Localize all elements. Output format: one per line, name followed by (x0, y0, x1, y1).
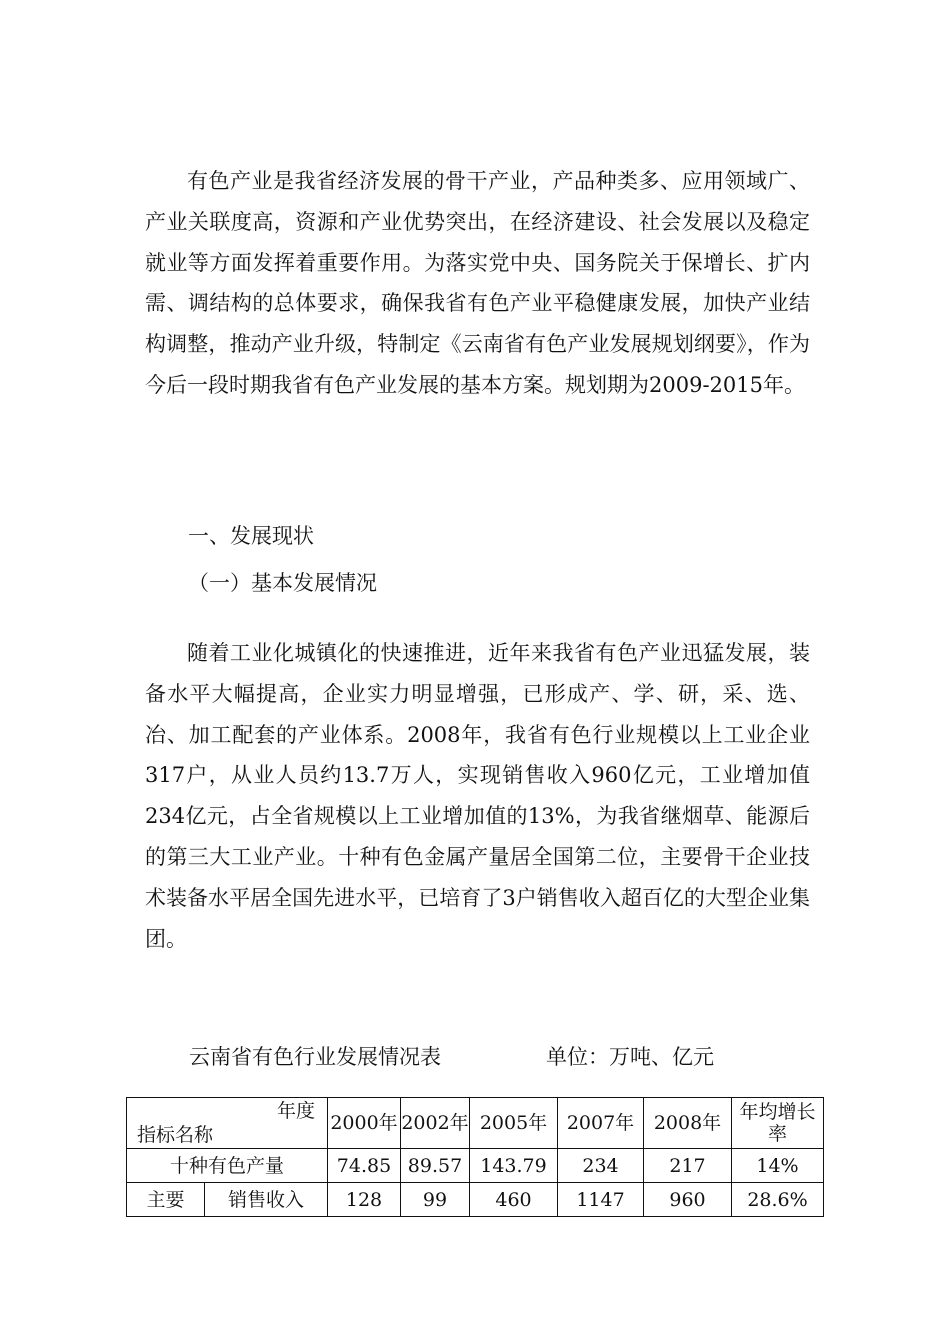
table-cell: 1147 (558, 1183, 644, 1217)
table-cell: 99 (401, 1183, 470, 1217)
table-row (127, 1149, 824, 1183)
row-label: 十种有色产量 (127, 1149, 328, 1183)
table-cell: 234 (558, 1149, 644, 1183)
corner-indicator-label: 指标名称 (137, 1124, 214, 1146)
table-cell: 960 (644, 1183, 732, 1217)
table-cell: 28.6% (732, 1183, 824, 1217)
intro-paragraph: 有色产业是我省经济发展的骨干产业，产品种类多、应用领域广、产业关联度高，资源和产业优势突出，在经济建设、社会发展以及稳定就业等方面发挥着重要作用。为落实党中央、国务院关于保增长、扩内需、调结构的总体要求，确保我省有色产业平稳健康发展，加快产业结构调整，推动产业升级，特制定《云南省有色产业发展规划纲要》，作为今后一段时期我省有色产业发展的基本方案。规划期为2009-2015年。 (145, 169, 810, 397)
table-caption: 云南省有色行业发展情况表 (189, 1045, 441, 1069)
table-cell: 217 (644, 1149, 732, 1183)
table-header-row (127, 1098, 824, 1149)
section-heading: 一、发展现状 (188, 524, 314, 548)
industry-stats-table (126, 1097, 824, 1217)
table-cell: 460 (470, 1183, 558, 1217)
row-label: 销售收入 (205, 1183, 328, 1217)
row-group-label: 主要 (127, 1183, 205, 1217)
corner-year-label: 年度 (276, 1100, 315, 1122)
table-cell: 74.85 (328, 1149, 401, 1183)
table-cell: 89.57 (401, 1149, 470, 1183)
table-row (127, 1183, 824, 1217)
table-cell: 14% (732, 1149, 824, 1183)
growth-header: 年均增长率 (732, 1098, 824, 1149)
year-header: 2007年 (558, 1098, 644, 1149)
year-header: 2002年 (401, 1098, 470, 1149)
table-cell: 128 (328, 1183, 401, 1217)
table-cell: 143.79 (470, 1149, 558, 1183)
year-header: 2008年 (644, 1098, 732, 1149)
subsection-heading: （一）基本发展情况 (188, 571, 377, 595)
year-header: 2000年 (328, 1098, 401, 1149)
status-paragraph: 随着工业化城镇化的快速推进，近年来我省有色产业迅猛发展，装备水平大幅提高，企业实力明显增强，已形成产、学、研，采、选、冶、加工配套的产业体系。2008年，我省有色行业规模以上工业企业317户，从业人员约13.7万人，实现销售收入960亿元，工业增加值234亿元，占全省规模以上工业增加值的13%，为我省继烟草、能源后的第三大工业产业。十种有色金属产量居全国第二位，主要骨干企业技术装备水平居全国先进水平，已培育了3户销售收入超百亿的大型企业集团。 (145, 641, 810, 951)
year-header: 2005年 (470, 1098, 558, 1149)
table-unit: 单位：万吨、亿元 (546, 1045, 714, 1069)
table-corner-header (127, 1098, 328, 1149)
